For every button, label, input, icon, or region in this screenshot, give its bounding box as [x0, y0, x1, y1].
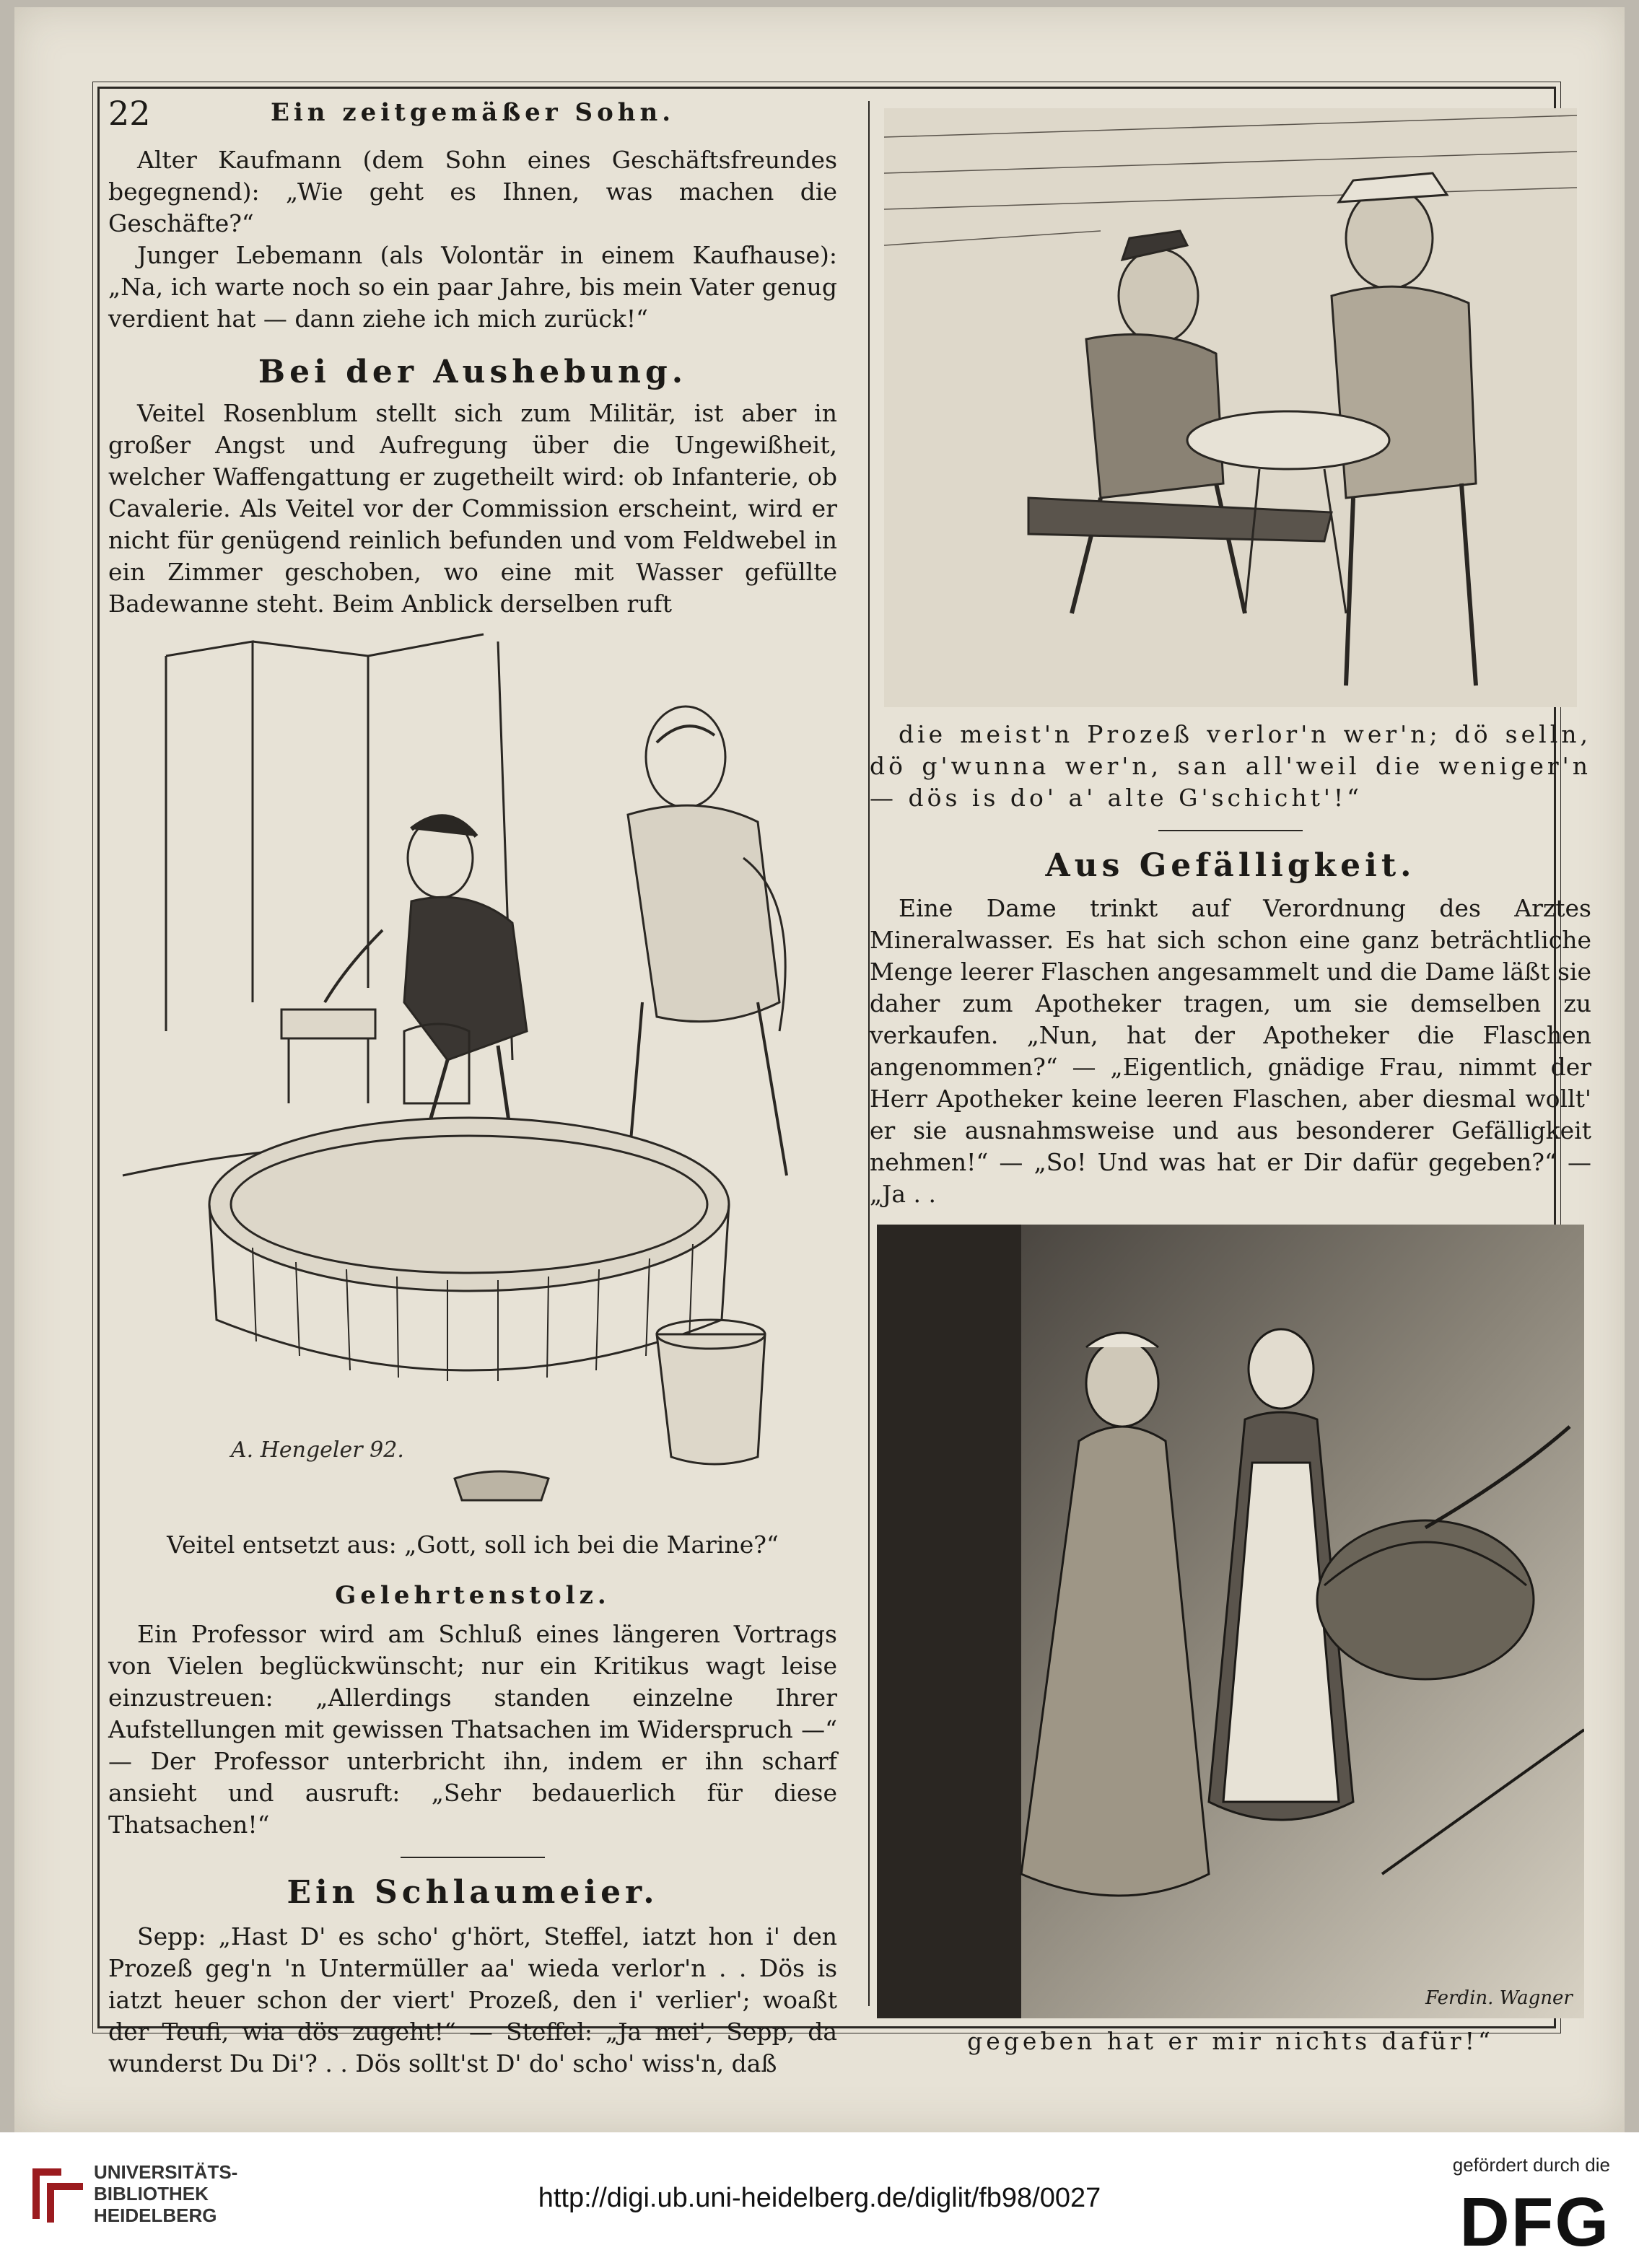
- paragraph: Eine Dame trinkt auf Verordnung des Arztes Mineralwasser. Es hat sich schon eine ganz beträchtliche Menge leerer Flaschen angesammelt und die Dame läßt sie daher zum Apotheker tragen, um sie demselben zu verkaufen. „Nun, hat der Apotheker die Flaschen angenommen?“ — „Eigentlich, gnädige Frau, nimmt der Herr Apotheker keine leeren Flaschen, aber diesmal wollt' er sie ausnahmsweise und aus besonderer Gefälligkeit nehmen!“ — „So! Und was hat er Dir dafür gegeben?“ — „Ja . .: [870, 894, 1591, 1208]
- funding-credit: gefördert durch die: [1452, 2154, 1610, 2176]
- source-url-link[interactable]: http://digi.ub.uni-heidelberg.de/diglit/fb98/0027: [538, 2183, 1101, 2213]
- peasants-drawing: [884, 108, 1577, 707]
- library-name-line: UNIVERSITÄTS-: [94, 2161, 238, 2183]
- article-title-schlaumeier: Ein Schlaumeier.: [287, 1874, 659, 1911]
- paragraph: Ein Professor wird am Schluß eines längeren Vortrags von Vielen beglückwünscht; nur ein Kritikus wagt leise einzustreuen: „Allerdings standen einzelne Ihrer Aufstellungen mit gewissen Thatsachen im Widerspruch —“ — Der Professor unterbricht ihn, indem er ihn scharf ansieht und ausruft: „Sehr bedauerlich für diese Thatsachen!“: [108, 1620, 837, 1839]
- right-column: [870, 94, 1591, 2057]
- separator-rule: [401, 1857, 545, 1858]
- illustration-peasants: [884, 108, 1577, 707]
- women-basket-drawing: [877, 1225, 1584, 2018]
- article-title-zeitgemaesser-sohn: Ein zeitgemäßer Sohn.: [270, 98, 676, 127]
- paragraph: Junger Lebemann (als Volontär in einem Kaufhause): „Na, ich warte noch so ein paar Jahre, bis mein Vater genug verdient hat — dann ziehe ich mich zurück!“: [108, 241, 837, 333]
- illustration-caption: gegeben hat er mir nichts dafür!“: [967, 2027, 1494, 2055]
- illustration-bathtub: [108, 627, 837, 1522]
- dfg-logo: DFG: [1459, 2184, 1610, 2261]
- article-title-aushebung: Bei der Aushebung.: [258, 354, 688, 390]
- library-name-line: BIBLIOTHEK: [94, 2183, 209, 2204]
- illustration-women-basket: [877, 1225, 1584, 2018]
- article-title-gefaelligkeit: Aus Gefälligkeit.: [1045, 847, 1416, 884]
- paragraph: Sepp: „Hast D' es scho' g'hört, Steffel, iatzt hon i' den Prozeß geg'n 'n Untermüller aa' wieda verlor'n . . Dös is iatzt heuer schon der viert' Prozeß, den i' verlier'; woaßt der Teufi, wia dös zugeht!“ — Steffel: „Ja mei', Sepp, da wunderst Du Di'? . . Dös sollt'st D' do' scho' wiss'n, daß: [108, 1922, 837, 2077]
- paragraph: Alter Kaufmann (dem Sohn eines Geschäftsfreundes begegnend): „Wie geht es Ihnen, was machen die Geschäfte?“: [108, 146, 837, 237]
- paragraph: die meist'n Prozeß verlor'n wer'n; dö selln, dö g'wunna wer'n, san all'weil die weniger'n — dös is do' a' alte G'schicht'!“: [870, 720, 1591, 812]
- illustration-caption: Veitel entsetzt aus: „Gott, soll ich bei die Marine?“: [167, 1531, 779, 1559]
- page-number: 22: [108, 94, 151, 133]
- illustration-signature: Ferdin. Wagner: [1425, 1987, 1573, 2009]
- illustration-signature: A. Hengeler 92.: [231, 1437, 404, 1463]
- bathtub-drawing: [108, 627, 837, 1522]
- article-title-gelehrtenstolz: Gelehrtenstolz.: [335, 1581, 611, 1610]
- paragraph: Veitel Rosenblum stellt sich zum Militär, ist aber in großer Angst und Aufregung über die Ungewißheit, welcher Waffengattung er zugetheilt wird: ob Infanterie, ob Cavalerie. Als Veitel vor der Commission erscheint, wird er nicht für genügend reinlich befunden und vom Feldwebel in ein Zimmer geschoben, wo eine mit Wasser gefüllte Badewanne steht. Beim Anblick derselben ruft: [108, 399, 837, 618]
- separator-rule: [1158, 830, 1303, 831]
- library-name-line: HEIDELBERG: [94, 2204, 217, 2226]
- footer-bar: [0, 2132, 1639, 2268]
- left-column: [108, 94, 837, 2080]
